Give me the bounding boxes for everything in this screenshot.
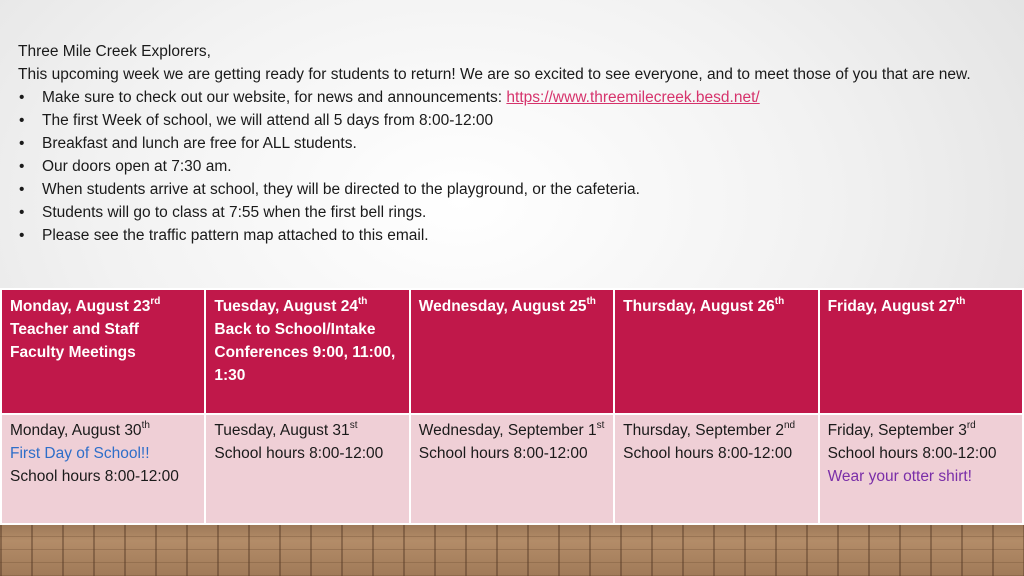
date-suffix: nd <box>784 419 796 431</box>
bullet-text: Breakfast and lunch are free for ALL students. <box>42 135 357 152</box>
otter-shirt-note: Wear your otter shirt! <box>827 468 972 485</box>
date-suffix: th <box>955 295 966 307</box>
date-suffix: st <box>596 419 605 431</box>
day-date: Thursday, August 26 <box>623 298 775 315</box>
bullet-icon: • <box>19 89 25 106</box>
day-date: Friday, September 3 <box>827 422 967 439</box>
bullet-text: Students will go to class at 7:55 when the first bell rings. <box>42 204 427 221</box>
cell-monday-aug-30 <box>1 414 205 524</box>
list-item <box>18 224 1008 247</box>
cell-wednesday-aug-25 <box>410 289 614 414</box>
schedule-table <box>0 288 1024 525</box>
bullet-text: When students arrive at school, they will be directed to the playground, or the cafeteria. <box>42 181 640 198</box>
greeting: Three Mile Creek Explorers, <box>18 43 211 60</box>
bullet-text: The first Week of school, we will attend all 5 days from 8:00-12:00 <box>42 112 494 129</box>
date-suffix: th <box>586 295 596 307</box>
bullet-icon: • <box>19 135 25 152</box>
list-item <box>18 155 1008 178</box>
table-row-week-2 <box>1 414 1023 524</box>
bullet-text: Please see the traffic pattern map attached to this email. <box>42 227 429 244</box>
school-hours: School hours 8:00-12:00 <box>827 445 997 462</box>
day-date: Monday, August 23 <box>10 298 151 315</box>
day-date: Wednesday, September 1 <box>418 422 597 439</box>
cell-tuesday-aug-31 <box>205 414 409 524</box>
school-hours: School hours 8:00-12:00 <box>418 445 588 462</box>
date-suffix: th <box>357 295 368 307</box>
website-link[interactable]: https://www.threemilecreek.besd.net/ <box>506 89 760 106</box>
list-item <box>18 109 1008 132</box>
bullet-icon: • <box>19 158 25 175</box>
announcement-text <box>18 40 1008 247</box>
cell-wednesday-sep-1 <box>410 414 614 524</box>
school-hours: School hours 8:00-12:00 <box>214 445 384 462</box>
list-item <box>18 201 1008 224</box>
bullet-icon: • <box>19 112 25 129</box>
list-item <box>18 86 1008 109</box>
cell-tuesday-aug-24 <box>205 289 409 414</box>
table-row-week-1 <box>1 289 1023 414</box>
intro-paragraph: This upcoming week we are getting ready for students to return! We are so excited to see everyone, and to meet those of you that are new. <box>18 66 971 83</box>
bullet-icon: • <box>19 181 25 198</box>
list-item <box>18 132 1008 155</box>
date-suffix: rd <box>150 295 161 307</box>
day-date: Friday, August 27 <box>827 298 956 315</box>
school-hours: School hours 8:00-12:00 <box>10 468 179 485</box>
date-suffix: rd <box>966 419 976 431</box>
day-date: Tuesday, August 31 <box>214 422 350 439</box>
website-text: Make sure to check out our website, for news and announcements: <box>42 89 503 106</box>
cell-thursday-sep-2 <box>614 414 818 524</box>
cell-friday-aug-27 <box>819 289 1023 414</box>
day-date: Thursday, September 2 <box>623 422 784 439</box>
bullet-icon: • <box>19 204 25 221</box>
date-suffix: st <box>349 419 358 431</box>
date-suffix: th <box>141 419 150 431</box>
cell-monday-aug-23 <box>1 289 205 414</box>
bullet-icon: • <box>19 227 25 244</box>
day-note: Back to School/Intake Conferences 9:00, 11:00, 1:30 <box>214 321 396 384</box>
cell-friday-sep-3 <box>819 414 1023 524</box>
day-date: Monday, August 30 <box>10 422 142 439</box>
day-date: Tuesday, August 24 <box>214 298 358 315</box>
announcement-list <box>18 86 1008 247</box>
school-hours: School hours 8:00-12:00 <box>623 445 793 462</box>
list-item <box>18 178 1008 201</box>
cell-thursday-aug-26 <box>614 289 818 414</box>
date-suffix: th <box>774 295 785 307</box>
day-date: Wednesday, August 25 <box>418 298 587 315</box>
bullet-text: Our doors open at 7:30 am. <box>42 158 232 175</box>
day-note: Teacher and Staff Faculty Meetings <box>10 321 139 361</box>
first-day-highlight: First Day of School!! <box>10 445 150 462</box>
